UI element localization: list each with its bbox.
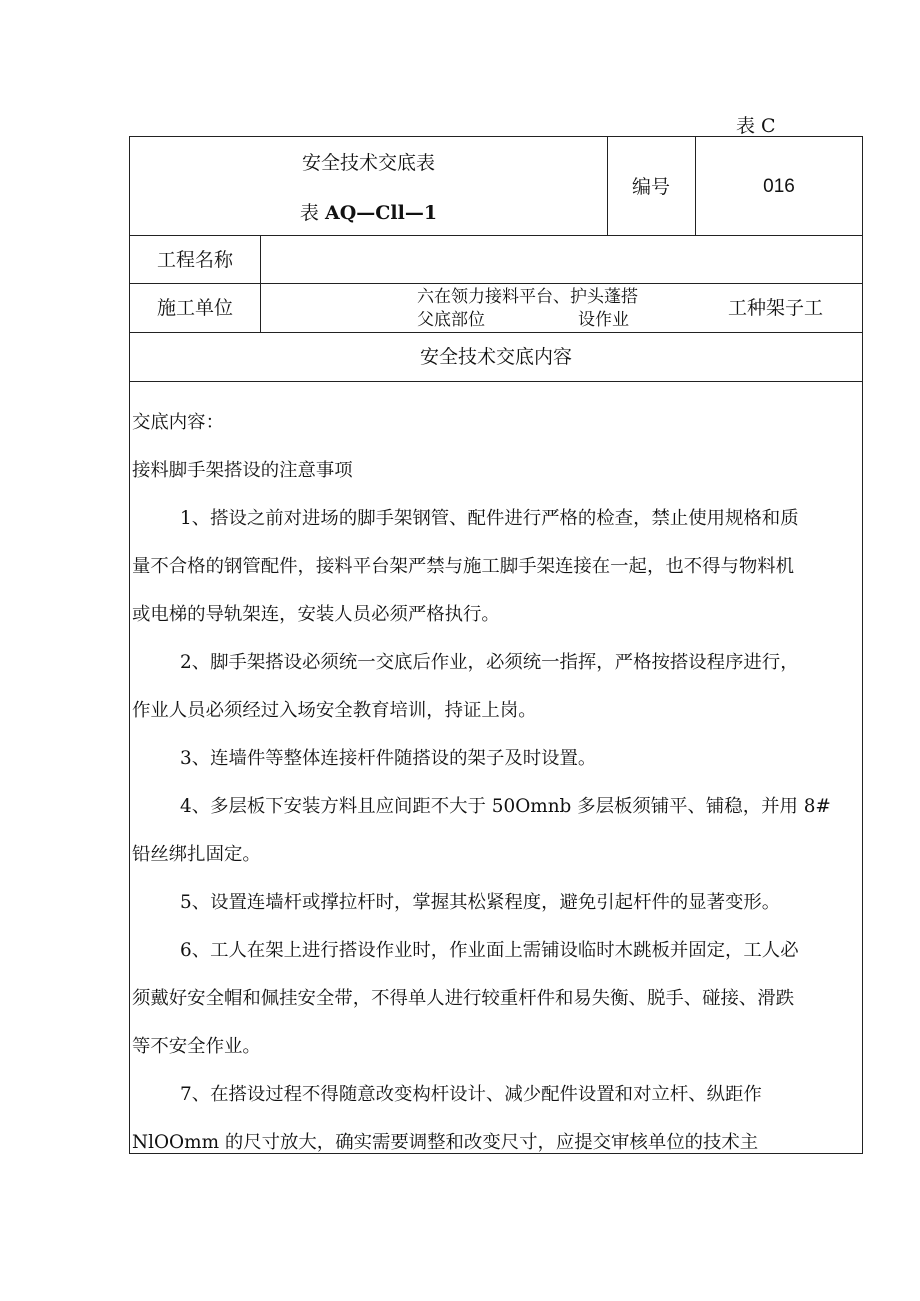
form-title: 安全技术交底表 <box>301 152 435 174</box>
disclosure-part-line2a: 父底部位 <box>417 310 485 330</box>
disclosure-content <box>132 399 860 1167</box>
content-intro: 交底内容： <box>132 412 224 433</box>
content-line: 1、搭设之前对进场的脚手架钢管、配件进行严格的检查，禁止使用规格和质 <box>180 508 799 529</box>
content-line: 或电梯的导轨架连，安装人员必须严格执行。 <box>132 604 500 625</box>
content-line: 铅丝绑扎固定。 <box>132 844 261 865</box>
content-line: 2、脚手架搭设必须统一交底后作业，必须统一指挥，严格按搭设程序进行， <box>180 652 799 673</box>
disclosure-part-line2b: 设作业 <box>578 310 629 330</box>
content-line: 量不合格的钢管配件，接料平台架严禁与施工脚手架连接在一起，也不得与物料机 <box>132 556 795 577</box>
content-line: 3、连墙件等整体连接杆件随搭设的架子及时设置。 <box>180 748 597 769</box>
content-line: 5、设置连墙杆或撑拉杆时，掌握其松紧程度，避免引起杆件的显著变形。 <box>180 892 781 913</box>
project-name-label: 工程名称 <box>156 249 233 271</box>
divider <box>260 235 261 332</box>
form-code-prefix: 表 <box>299 202 319 224</box>
content-lines <box>132 495 860 1167</box>
construction-unit-label: 施工单位 <box>156 297 233 319</box>
content-line: 作业人员必须经过入场安全教育培训，持证上岗。 <box>132 700 537 721</box>
content-line: 等不安全作业。 <box>132 1036 261 1057</box>
content-line: NlOOmm 的尺寸放大，确实需要调整和改变尺寸，应提交审核单位的技术主 <box>132 1132 759 1153</box>
trade-label: 工种架子工 <box>728 297 824 319</box>
number-value: 016 <box>763 176 795 197</box>
divider <box>130 381 862 382</box>
divider <box>130 235 862 236</box>
content-line: 7、在搭设过程不得随意改变构杆设计、减少配件设置和对立杆、纵距作 <box>180 1084 762 1105</box>
content-line: 须戴好安全帽和佩挂安全带，不得单人进行较重杆件和易失衡、脱手、碰接、滑跌 <box>132 988 795 1009</box>
form-code-value: AQ—Cll—1 <box>324 202 438 224</box>
disclosure-part-line1: 六在领力接料平台、护头蓬搭 <box>417 287 638 307</box>
divider <box>130 332 862 333</box>
content-line: 4、多层板下安装方料且应间距不大于 50Omnb 多层板须铺平、铺稳，并用 8# <box>180 796 831 817</box>
divider <box>130 283 862 284</box>
form-type-label: 表 C <box>736 115 776 137</box>
section-title: 安全技术交底内容 <box>419 346 572 368</box>
form-code <box>130 201 607 225</box>
disclosure-form <box>129 136 863 1154</box>
content-line: 6、工人在架上进行搭设作业时，作业面上需铺设临时木跳板并固定，工人必 <box>180 940 799 961</box>
content-subject: 接料脚手架搭设的注意事项 <box>132 460 353 481</box>
number-label: 编号 <box>631 176 670 198</box>
